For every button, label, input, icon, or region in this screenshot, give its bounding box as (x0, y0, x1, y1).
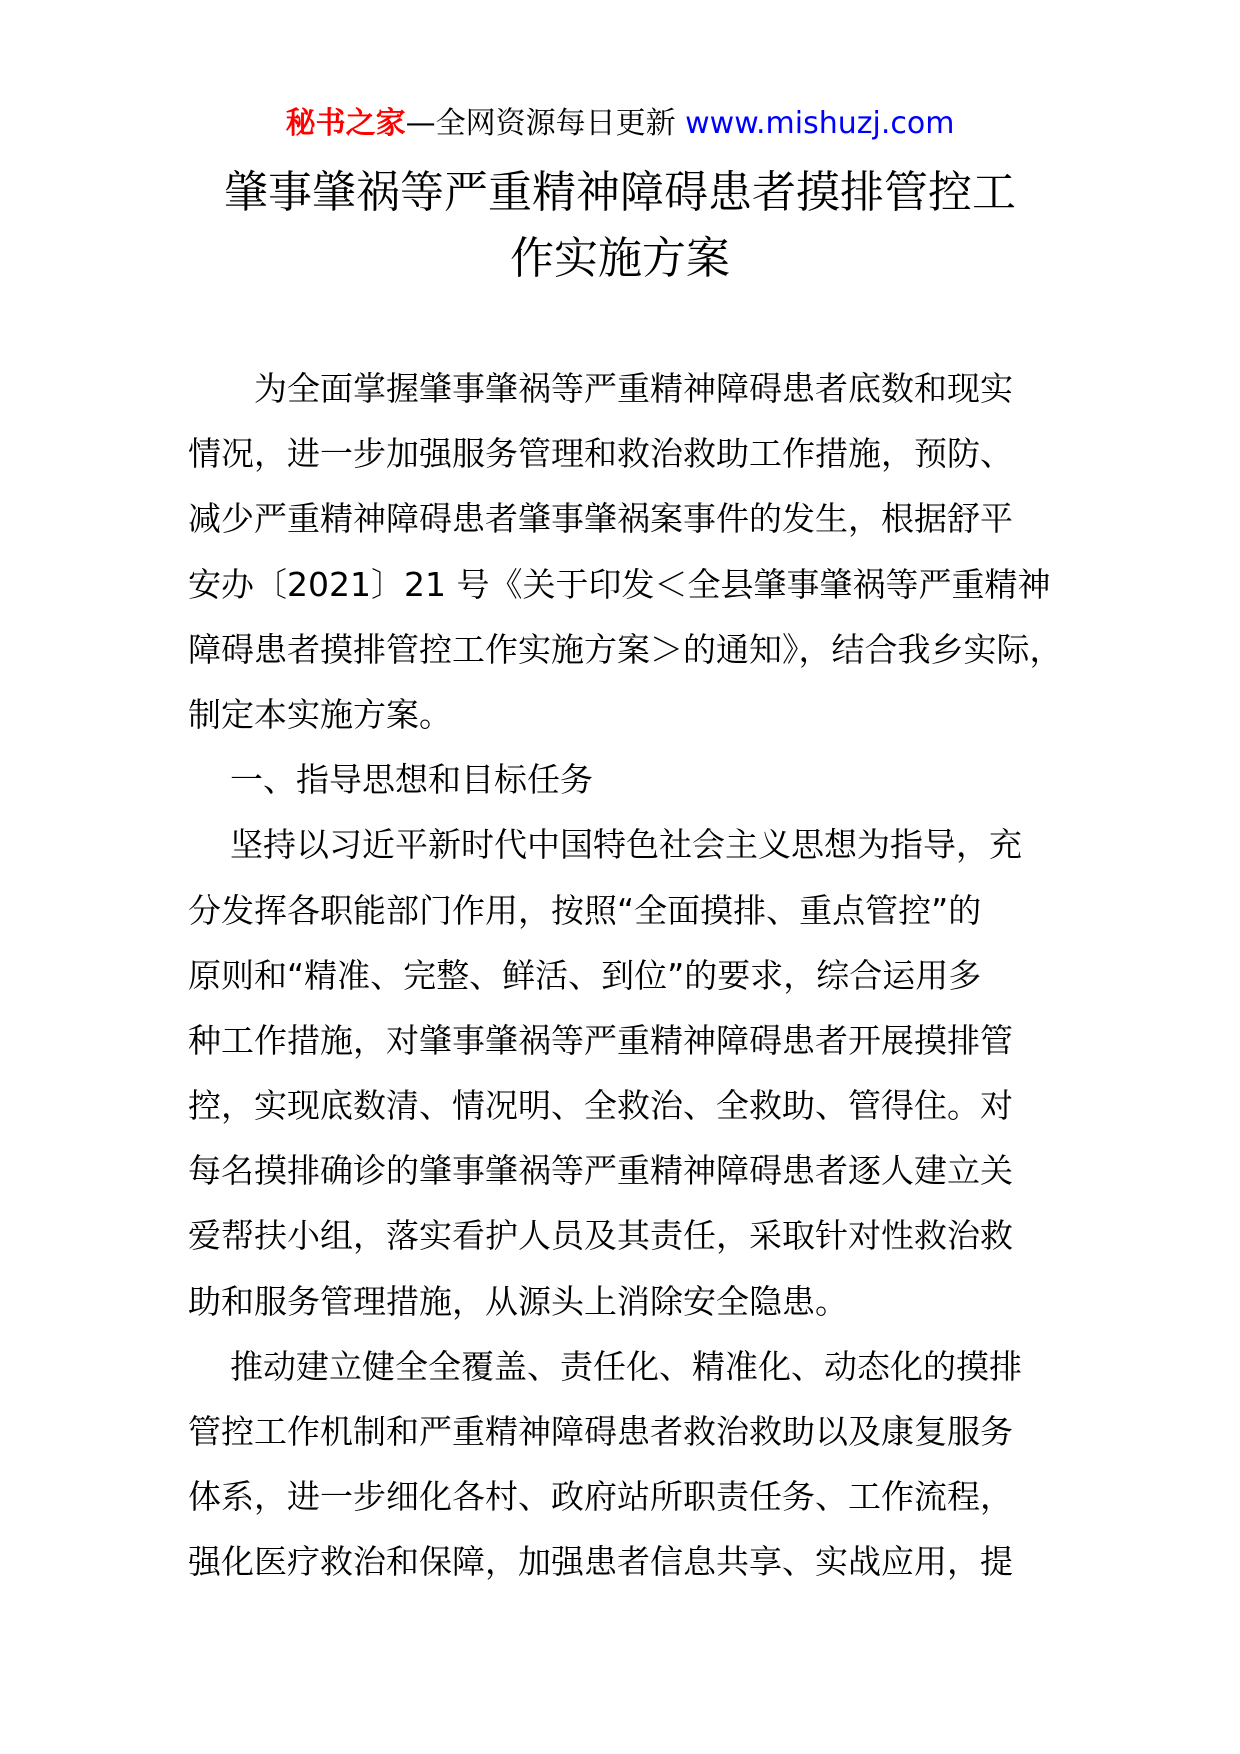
paragraph-2-line: 助和服务管理措施，从源头上消除安全隐患。 (188, 1281, 848, 1321)
site-url-link[interactable]: www.mishuzj.com (685, 106, 955, 141)
paragraph-2-line: 爱帮扶小组，落实看护人员及其责任，采取针对性救治救 (188, 1216, 1013, 1256)
paragraph-2-line: 每名摸排确诊的肇事肇祸等严重精神障碍患者逐人建立关 (188, 1151, 1013, 1191)
paragraph-1-line: 情况，进一步加强服务管理和救治救助工作措施，预防、 (188, 434, 1013, 474)
document-title (150, 160, 1090, 292)
paragraph-3-line: 管控工作机制和严重精神障碍患者救治救助以及康复服务 (188, 1412, 1013, 1451)
paragraph-1-line: 障碍患者摸排管控工作实施方案＞的通知》，结合我乡实际， (188, 629, 1063, 669)
paragraph-1-line: 制定本实施方案。 (188, 694, 452, 734)
paragraph-2-line: 坚持以习近平新时代中国特色社会主义思想为指导，充 (230, 825, 1022, 865)
paragraph-1-line: 为全面掌握肇事肇祸等严重精神障碍患者底数和现实 (254, 369, 1013, 408)
section-heading-1: 一、指导思想和目标任务 (230, 760, 593, 800)
document-body (188, 356, 1063, 1595)
paragraph-2-line: 分发挥各职能部门作用，按照“全面摸排、重点管控”的 (188, 890, 982, 930)
brand-name: 秘书之家 (285, 106, 406, 141)
paragraph-3-line: 推动建立健全全覆盖、责任化、精准化、动态化的摸排 (230, 1346, 1022, 1386)
title-line-2: 作实施方案 (510, 233, 730, 284)
paragraph-2-line: 原则和“精准、完整、鲜活、到位”的要求，综合运用多 (188, 955, 982, 995)
paragraph-2-line: 种工作措施，对肇事肇祸等严重精神障碍患者开展摸排管 (188, 1020, 1013, 1060)
paragraph-2-line: 控，实现底数清、情况明、全救治、全救助、管得住。对 (188, 1086, 1013, 1126)
paragraph-1-line: 减少严重精神障碍患者肇事肇祸案事件的发生，根据舒平 (188, 499, 1013, 539)
header-tagline: —全网资源每日更新 (405, 106, 686, 141)
paragraph-3-line: 体系，进一步细化各村、政府站所职责任务、工作流程， (188, 1477, 1013, 1517)
paragraph-1-line: 安办〔2021〕21 号《关于印发＜全县肇事肇祸等严重精神 (188, 564, 1051, 604)
paragraph-3-line: 强化医疗救治和保障，加强患者信息共享、实战应用，提 (188, 1542, 1013, 1582)
site-header (0, 104, 1240, 144)
title-line-1: 肇事肇祸等严重精神障碍患者摸排管控工 (224, 167, 1016, 218)
